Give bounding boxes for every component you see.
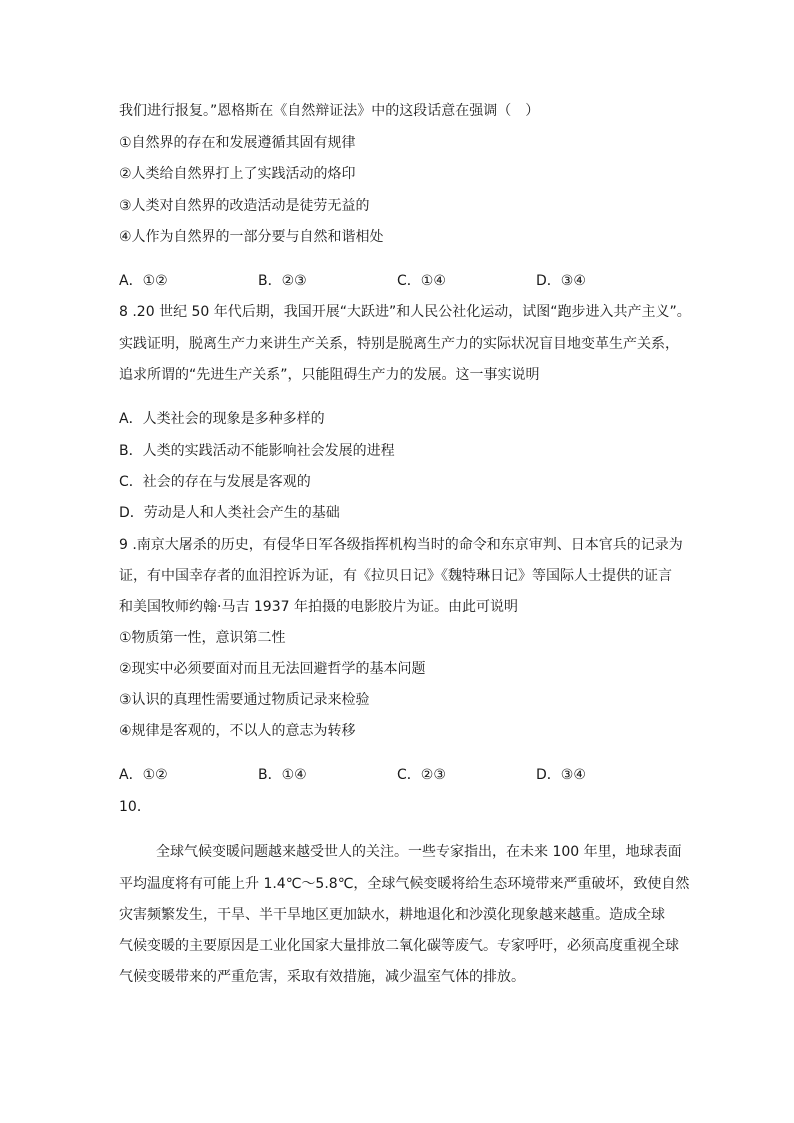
q10-passage-line-5: 气候变暖带来的严重危害，采取有效措施，减少温室气体的排放。: [119, 969, 525, 985]
q8-option-c[interactable]: C．社会的存在与发展是客观的: [119, 474, 311, 490]
q10-passage-line-4: 气候变暖的主要原因是工业化国家大量排放二氧化碳等废气。专家呼吁，必须高度重视全球: [119, 938, 679, 954]
q10-passage-line-2: 平均温度将有可能上升 1.4℃～5.8℃，全球气候变暖将给生态环境带来严重破坏，致使自然: [119, 876, 690, 892]
q9-statement-3: ③认识的真理性需要通过物质记录来检验: [119, 692, 370, 708]
q8-option-d[interactable]: D．劳动是人和人类社会产生的基础: [119, 505, 340, 521]
q7-option-b[interactable]: B．②③: [258, 273, 307, 289]
q9-statement-4: ④规律是客观的，不以人的意志为转移: [119, 723, 356, 739]
q7-statement-3: ③人类对自然界的改造活动是徒劳无益的: [119, 198, 370, 214]
q10-passage-line-3: 灾害频繁发生，干旱、半干旱地区更加缺水，耕地退化和沙漠化现象越来越重。造成全球: [119, 907, 665, 923]
q7-option-d[interactable]: D．③④: [536, 273, 586, 289]
q7-statement-4: ④人作为自然界的一部分要与自然和谐相处: [119, 229, 384, 245]
q9-stem-line-3: 和美国牧师约翰·马吉 1937 年拍摄的电影胶片为证。由此可说明: [119, 599, 518, 615]
q9-option-c[interactable]: C．②③: [397, 767, 446, 783]
q9-stem-line-2: 证，有中国幸存者的血泪控诉为证，有《拉贝日记》《魏特琳日记》等国际人士提供的证言: [119, 568, 672, 584]
q8-option-a[interactable]: A．人类社会的现象是多种多样的: [119, 411, 325, 427]
q7-stem-tail: 我们进行报复。”恩格斯在《自然辩证法》中的这段话意在强调（ ）: [119, 103, 540, 119]
q7-option-c[interactable]: C．①④: [397, 273, 446, 289]
q8-stem-line-2: 实践证明，脱离生产力来讲生产关系，特别是脱离生产力的实际状况盲目地变革生产关系，: [119, 336, 679, 352]
q7-statement-2: ②人类给自然界打上了实践活动的烙印: [119, 166, 356, 182]
q9-option-d[interactable]: D．③④: [536, 767, 586, 783]
q8-option-b[interactable]: B．人类的实践活动不能影响社会发展的进程: [119, 443, 395, 459]
q9-stem-line-1: 9 .南京大屠杀的历史，有侵华日军各级指挥机构当时的命令和东京审判、日本官兵的记录为: [119, 537, 683, 553]
q9-statement-2: ②现实中必须要面对而且无法回避哲学的基本问题: [119, 661, 426, 677]
q9-statement-1: ①物质第一性，意识第二性: [119, 630, 286, 646]
q8-stem-line-3: 追求所谓的“先进生产关系”，只能阻碍生产力的发展。这一事实说明: [119, 367, 540, 383]
q10-passage-line-1: 全球气候变暖问题越来越受世人的关注。一些专家指出，在未来 100 年里，地球表面: [156, 844, 682, 860]
q8-stem-line-1: 8 .20 世纪 50 年代后期，我国开展“大跃进”和人民公社化运动，试图“跑步进入共产主义”。: [119, 304, 691, 320]
q7-option-a[interactable]: A．①②: [119, 273, 168, 289]
q9-option-a[interactable]: A．①②: [119, 767, 168, 783]
q9-option-b[interactable]: B．①④: [258, 767, 307, 783]
q7-statement-1: ①自然界的存在和发展遵循其固有规律: [119, 135, 356, 151]
q10-number: 10．: [119, 799, 151, 815]
